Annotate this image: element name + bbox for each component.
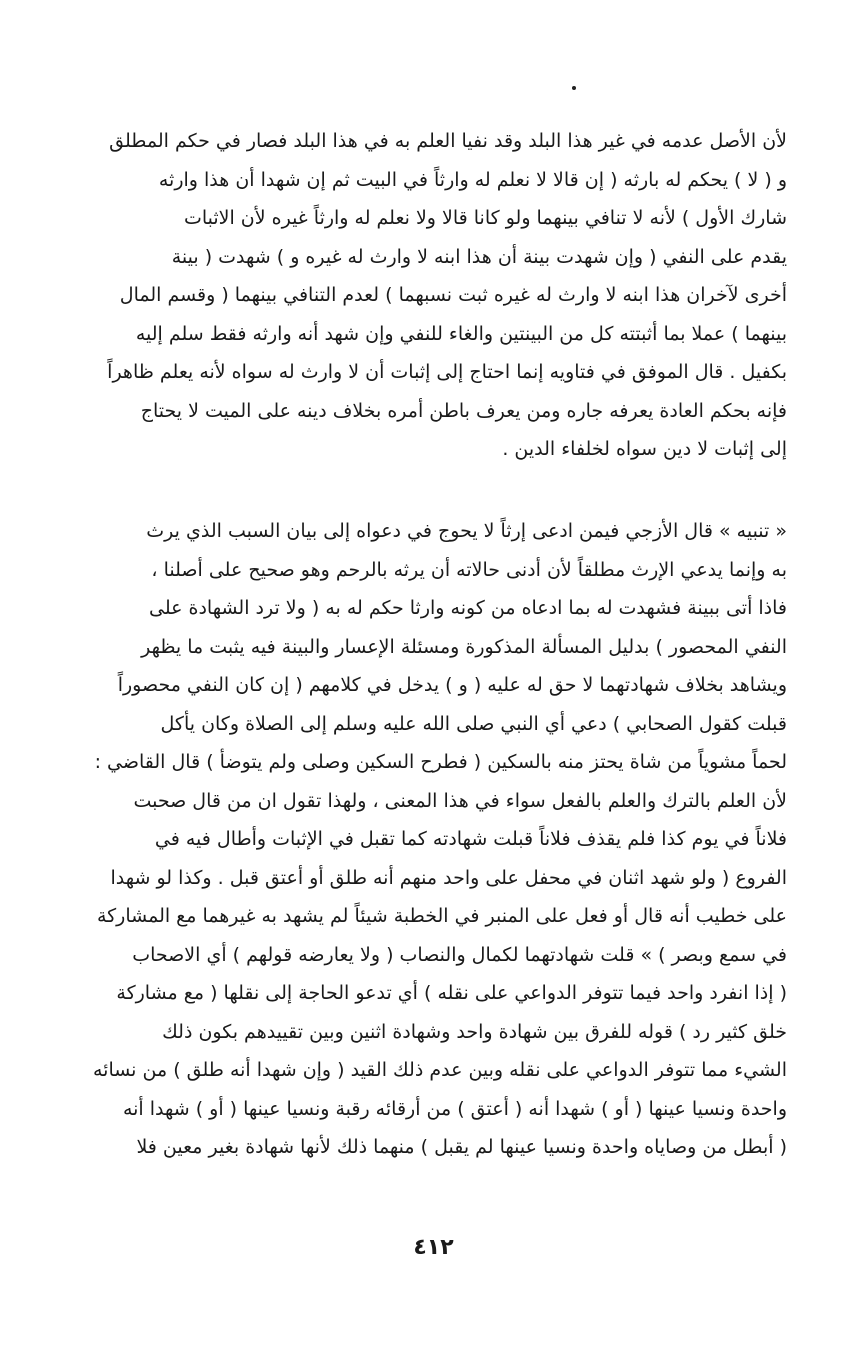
text-line: قبلت كقول الصحابي ) دعي أي النبي صلى الله عليه وسلم إلى الصلاة وكان يأكل [160,712,787,735]
text-line: ( إذا انفرد واحد فيما تتوفر الدواعي على نقله ) أي تدعو الحاجة إلى نقلها ( مع مشاركة [116,982,787,1004]
text-line: لأن الأصل عدمه في غير هذا البلد وقد نفيا العلم به في هذا البلد فصار في حكم المطلق [109,130,787,152]
text-line: لأن العلم بالترك والعلم بالفعل سواء في هذا المعنى ، ولهذا تقول ان من قال صحبت [133,789,787,812]
text-line: بكفيل . قال الموفق في فتاويه إنما احتاج إلى إثبات أن لا وارث له سواه لأنه يعلم ظاهراً [107,361,787,383]
paragraph-2 [80,512,787,1167]
text-line: فلاناً في يوم كذا فلم يقذف فلاناً قبلت شهادته كما تقبل في الإثبات وأطال فيه في [154,828,787,850]
text-line: فاذا أتى ببينة فشهدت له بما ادعاه من كونه وارثا حكم له به ( ولا ترد الشهادة على [149,597,787,619]
paragraph-1 [80,122,787,469]
text-line: الفروع ( ولو شهد اثنان في محفل على واحد منهم أنه طلق أو أعتق قبل . وكذا لو شهدا [110,866,787,889]
text-line: فإنه بحكم العادة يعرفه جاره ومن يعرف باطن أمره بخلاف دينه على الميت لا يحتاج [140,399,787,422]
text-line: شارك الأول ) لأنه لا تنافي بينهما ولو كانا قالا ولا نعلم له وارثاً غيره لأن الاثبات [183,207,787,229]
text-line: ( أبطل من وصاياه واحدة ونسيا عينها لم يقبل ) منهما ذلك لأنها شهادة بغير معين فلا [136,1136,787,1158]
text-line: به وإنما يدعي الإرث مطلقاً لأن أدنى حالاته أن يرثه بالرحم وهو صحيح على أصلنا ، [151,558,787,581]
text-line: على خطيب أنه قال أو فعل على المنبر في الخطبة شيئاً لم يشهد به غيرهما مع المشاركة [96,905,787,927]
text-line: بينهما ) عملا بما أثبتته كل من البينتين والغاء للنفي وإن شهد أنه وارثه فقط سلم إليه [135,322,787,345]
text-line: الشيء مما تتوفر الدواعي على نقله وبين عدم ذلك القيد ( وإن شهدا أنه طلق ) من نسائه [92,1059,787,1081]
scan-speck [572,86,576,90]
text-line: يقدم على النفي ( وإن شهدت بينة أن هذا ابنه لا وارث له غيره و ) شهدت ( بينة [171,245,787,268]
text-line: « تنبيه » قال الأزجي فيمن ادعى إرثاً لا يحوج في دعواه إلى بيان السبب الذي يرث [146,520,787,542]
page-number: ٤١٢ [413,1235,454,1260]
text-line: النفي المحصور ) بدليل المسألة المذكورة ومسئلة الإعسار والبينة فيه يثبت ما يظهر [141,635,787,658]
text-line: لحماً مشوياً من شاة يحتز منه بالسكين ( فطرح السكين وصلى ولم يتوضأ ) قال القاضي : [94,751,787,773]
text-line: واحدة ونسيا عينها ( أو ) شهدا أنه ( أعتق ) من أرقائه رقبة ونسيا عينها ( أو ) شهدا أنه [122,1097,787,1120]
text-line: أخرى لآخران هذا ابنه لا وارث له غيره ثبت نسبهما ) لعدم التنافي بينهما ( وقسم المال [119,284,787,306]
text-line: في سمع وبصر ) » قلت شهادتهما لكمال والنصاب ( ولا يعارضه قولهم ) أي الاصحاب [132,943,787,966]
text-line: إلى إثبات لا دين سواه لخلفاء الدين . [502,438,787,460]
text-line: خلق كثير رد ) قوله للفرق بين شهادة واحد وشهادة اثنين وبين تقييدهم بكون ذلك [162,1020,787,1043]
text-line: و ( لا ) يحكم له بارثه ( إن قالا لا نعلم له وارثاً في البيت ثم إن شهدا أن هذا وارثه [158,168,787,191]
text-line: ويشاهد بخلاف شهادتهما لا حق له عليه ( و ) يدخل في كلامهم ( إن كان النفي محصوراً [117,674,787,696]
